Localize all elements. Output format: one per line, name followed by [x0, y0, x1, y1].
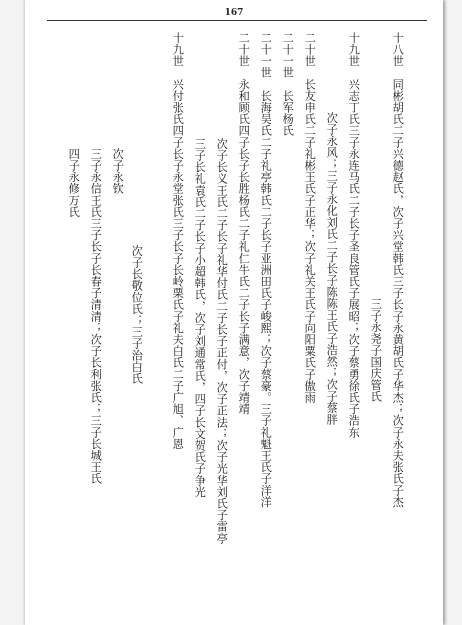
page-number: 167: [224, 8, 244, 18]
text-column: 三子永尧子国庆管氏: [369, 298, 383, 403]
text-column: 次子长义王氏二子长子礼华付氏二子长子正付，次子正法；次子光华刘氏子雷亭: [215, 138, 229, 544]
text-column: 三子永信王氏三子长子长春子清清；次子长利张氏；三子长城王氏: [89, 148, 103, 485]
text-column: 次子永风；三子永化刘氏二子长子陈陈王氏子浩然；次子蔡胖: [325, 112, 339, 426]
document-page: [25, 0, 443, 625]
text-column: 次子长敬位氏；三子治白氏: [130, 245, 144, 385]
text-column: 十八世 同彬胡氏二子兴德赵氏，次子兴堂韩氏三子长子永黄胡氏子华杰；次子永夫张氏子杰: [391, 32, 405, 508]
text-column: 二十世 长友申氏二子礼彬王氏子正华；次子礼关王氏子向阳粟氏子傲雨: [303, 32, 317, 404]
text-column: 三子长礼袁氏二子长子小超韩氏，次子刘通常氏，四子长文贺氏子争光: [193, 138, 207, 498]
text-column: 十九世 兴付张氏四子长子永堂张氏三子长子长岭栗氏子礼夫白氏二子广旭、广恩: [171, 32, 185, 450]
text-column: 十九世 兴志丁氏三子永连马氏二子长子圣良管氏子展昭；次子蔡勇徐氏子浩东: [347, 32, 361, 438]
text-column: 次子永钦: [111, 148, 125, 195]
header-rule: [47, 20, 427, 21]
text-column: 二十一世 长军杨氏: [281, 32, 295, 137]
text-column: 二十世 永和顾氏四子长子长胜杨氏二子礼仁牛氏二子长子满意，次子靖靖: [237, 32, 251, 415]
text-column: 二十一世 长海吴氏二子礼亭韩氏二子长子亚洲田氏子峻熙；次子蔡豪。三子礼魁王氏子洋洋: [259, 32, 273, 508]
text-column: 四子永修万氏: [67, 148, 81, 218]
